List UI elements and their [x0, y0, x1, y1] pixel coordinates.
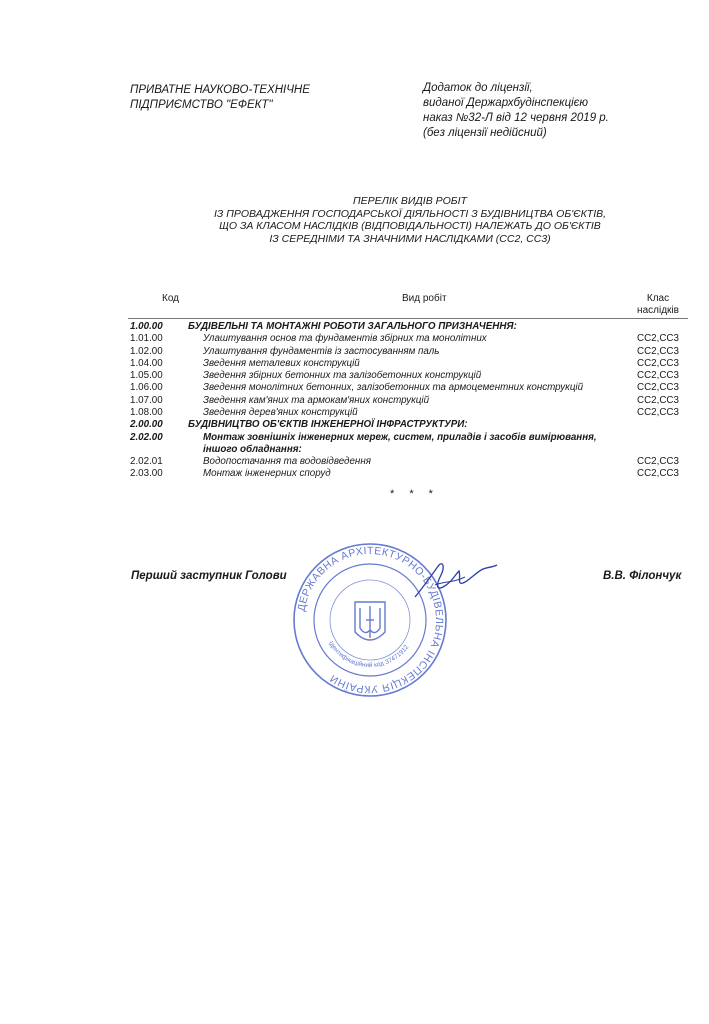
table-row [130, 333, 690, 345]
row-description: Улаштування основ та фундаментів збірних та монолітних [203, 333, 487, 345]
document-title [180, 195, 640, 245]
section-separator: * * * [390, 488, 439, 500]
row-description: БУДІВЕЛЬНІ ТА МОНТАЖНІ РОБОТИ ЗАГАЛЬНОГО ПРИЗНАЧЕННЯ: [188, 321, 517, 332]
title-line1: ПЕРЕЛІК ВИДІВ РОБІТ [353, 195, 467, 207]
row-code: 2.03.00 [130, 467, 163, 479]
row-description: Зведення металевих конструкцій [203, 357, 360, 369]
title-line3: ЩО ЗА КЛАСОМ НАСЛІДКІВ (ВІДПОВІДАЛЬНОСТІ) НАЛЕЖАТЬ ДО ОБ'ЄКТІВ [219, 220, 601, 232]
row-class: СС2,СС3 [637, 455, 679, 467]
row-description: Монтаж зовнішніх інженерних мереж, систем, приладів і засобів вимірювання, іншого обладнання: [203, 431, 597, 455]
svg-text:Ідентифікаційний код 37471912 [327, 640, 410, 669]
stamp-inner-text: Ідентифікаційний код 37471912 [327, 640, 411, 670]
column-header-code: Код [162, 293, 180, 304]
column-header-class-line2: наслідків [637, 305, 679, 316]
row-description: Зведення монолітних бетонних, залізобетонних та армоцементних конструкцій [203, 382, 584, 394]
table-row [130, 432, 690, 456]
organization-name [130, 83, 310, 113]
signatory-position: Перший заступник Голови [131, 570, 287, 582]
row-description: Улаштування фундаментів із застосуванням паль [203, 345, 440, 357]
table-row [130, 370, 690, 382]
row-code: 1.08.00 [130, 407, 163, 419]
table-row [130, 419, 690, 431]
row-class: СС2,СС3 [637, 394, 679, 406]
row-class: СС2,СС3 [637, 407, 679, 419]
table-row [130, 358, 690, 370]
row-description: Зведення кам'яних та армокам'яних конструкцій [203, 394, 430, 406]
organization-name-line2: ПІДПРИЄМСТВО "ЕФЕКТ" [130, 99, 273, 111]
row-class: СС2,СС3 [637, 357, 679, 369]
row-description: БУДІВНИЦТВО ОБ'ЄКТІВ ІНЖЕНЕРНОЇ ІНФРАСТРУКТУРИ: [188, 419, 468, 431]
table-row [130, 382, 690, 394]
row-class: СС2,СС3 [637, 345, 679, 357]
row-description: Водопостачання та водовідведення [203, 455, 371, 467]
row-code: 2.02.00 [130, 431, 163, 443]
row-code: 2.00.00 [130, 419, 163, 431]
row-code: 1.04.00 [130, 357, 163, 369]
title-line2: ІЗ ПРОВАДЖЕННЯ ГОСПОДАРСЬКОЇ ДІЯЛЬНОСТІ З БУДІВНИЦТВА ОБ'ЄКТІВ, [213, 207, 607, 220]
row-class: СС2,СС3 [637, 333, 679, 345]
annex-line4: (без ліцензії недійсний) [423, 127, 547, 139]
handwritten-signature [405, 555, 500, 605]
annex-line2: виданої Держархбудінспекцією [423, 97, 589, 109]
table-row [130, 456, 690, 468]
column-header-class-line1: Клас [646, 293, 670, 304]
row-code: 1.07.00 [130, 394, 163, 406]
row-code: 1.05.00 [130, 370, 163, 382]
table-header-divider [128, 318, 688, 319]
column-header-class [630, 293, 686, 317]
row-code: 1.00.00 [130, 321, 163, 332]
row-description: Зведення збірних бетонних та залізобетонних конструкцій [203, 370, 482, 382]
row-code: 1.02.00 [130, 345, 163, 357]
row-code: 2.02.01 [130, 455, 163, 467]
annex-line1: Додаток до ліцензії, [423, 82, 533, 94]
column-header-work-type: Вид робіт [402, 293, 447, 304]
row-description: Монтаж інженерних споруд [203, 467, 331, 479]
table-row [130, 407, 690, 419]
annex-reference [423, 81, 609, 141]
signatory-name: В.В. Філончук [603, 570, 682, 582]
row-code: 1.01.00 [130, 333, 163, 345]
row-class: СС2,СС3 [637, 467, 679, 479]
row-description: Зведення дерев'яних конструкцій [203, 407, 358, 419]
row-class: СС2,СС3 [637, 370, 679, 382]
work-types-table [130, 321, 690, 480]
table-row [130, 468, 690, 480]
trident-emblem-icon [355, 602, 385, 640]
table-row [130, 321, 690, 333]
stamp-outer-text: ДЕРЖАВНА АРХІТЕКТУРНО-БУДІВЕЛЬНА ІНСПЕКЦІЯ УКРАЇНИ [295, 544, 446, 696]
row-class: СС2,СС3 [637, 382, 679, 394]
row-code: 1.06.00 [130, 382, 163, 394]
table-row [130, 346, 690, 358]
title-line4: ІЗ СЕРЕДНІМИ ТА ЗНАЧНИМИ НАСЛІДКАМИ (СС2, СС3) [269, 232, 551, 245]
annex-line3: наказ №32-Л від 12 червня 2019 р. [423, 112, 609, 124]
table-row [130, 395, 690, 407]
organization-name-line1: ПРИВАТНЕ НАУКОВО-ТЕХНІЧНЕ [130, 84, 310, 96]
